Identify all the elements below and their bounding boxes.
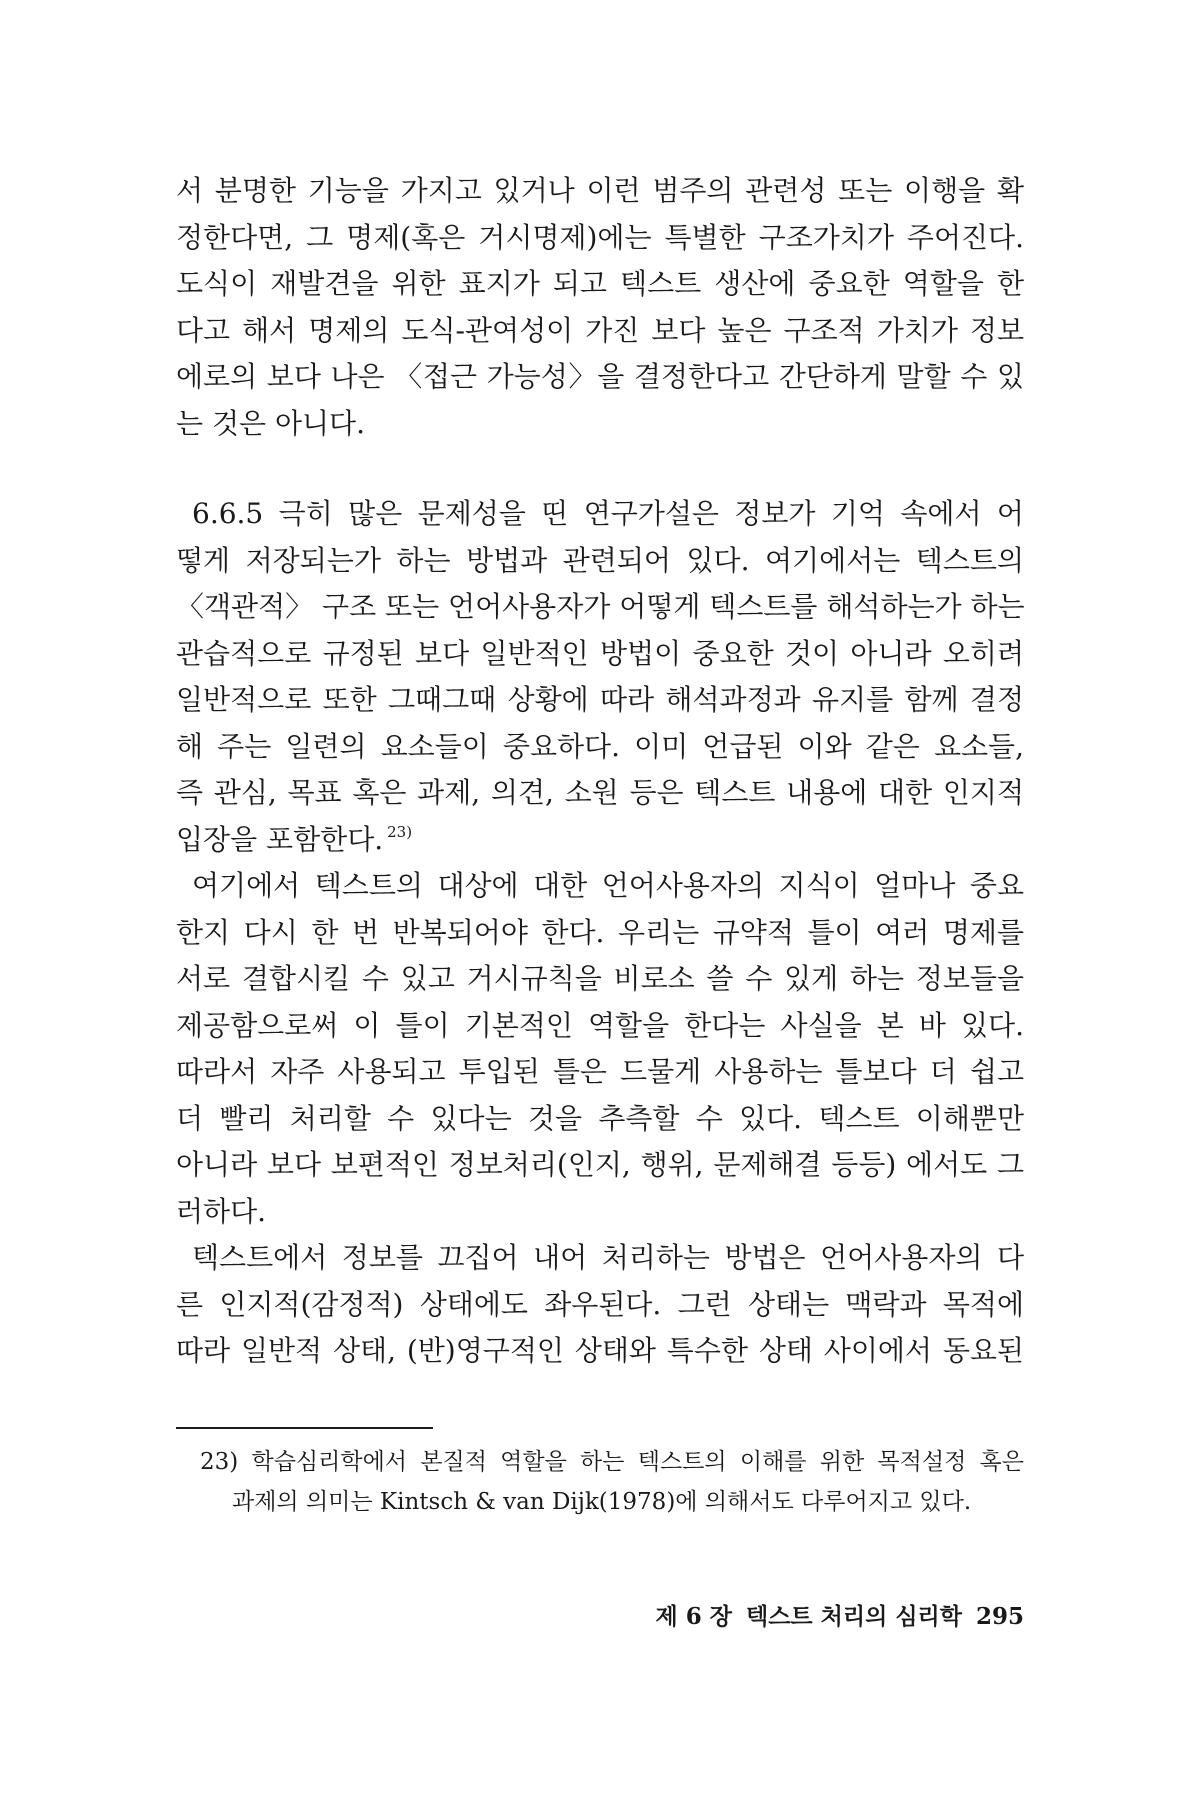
footnote-line: 과제의 의미는 Kintsch & van Dijk(1978)에 의해서도 다루어지고 있다.	[232, 1489, 972, 1515]
text-line: 른 인지적(감정적) 상태에도 좌우된다. 그런 상태는 맥락과 목적에	[176, 1287, 1024, 1321]
paragraph-3	[176, 863, 1024, 1235]
text-line: 는 것은 아니다.	[176, 406, 365, 440]
text-line: 러하다.	[176, 1194, 267, 1228]
text-line: 여기에서 텍스트의 대상에 대한 언어사용자의 지식이 얼마나 중요	[192, 869, 1024, 902]
footnote-line: 23) 학습심리학에서 본질적 역할을 하는 텍스트의 이해를 위한 목적설정 혹은	[200, 1449, 1024, 1475]
page-number: 295	[975, 1603, 1024, 1630]
text-line: 아니라 보다 보편적인 정보처리(인지, 행위, 문제해결 등등) 에서도 그	[176, 1148, 1024, 1181]
text-line: 관습적으로 규정된 보다 일반적인 방법이 중요한 것이 아니라 오히려	[176, 636, 1024, 670]
text-line: 따라 일반적 상태, (반)영구적인 상태와 특수한 상태 사이에서 동요된	[176, 1334, 1024, 1367]
text-line: 다고 해서 명제의 도식-관여성이 가진 보다 높은 구조적 가치가 정보	[176, 313, 1024, 347]
chapter-title: 텍스트 처리의 심리학	[746, 1603, 962, 1630]
text-line: 에로의 보다 나은 〈접근 가능성〉을 결정한다고 간단하게 말할 수 있	[176, 360, 1024, 393]
footnote-divider	[176, 1427, 433, 1429]
paragraph-2	[176, 491, 1024, 863]
text-line: 제공함으로써 이 틀이 기본적인 역할을 한다는 사실을 본 바 있다.	[176, 1008, 1024, 1042]
text-line: 정한다면, 그 명제(혹은 거시명제)에는 특별한 구조가치가 주어진다.	[176, 220, 1024, 254]
text-line: 도식이 재발견을 위한 표지가 되고 텍스트 생산에 중요한 역할을 한	[176, 267, 1024, 300]
footnote-reference[interactable]: 23)	[387, 822, 413, 841]
page-body	[176, 168, 1024, 1375]
text-line: 떻게 저장되는가 하는 방법과 관련되어 있다. 여기에서는 텍스트의	[176, 543, 1024, 577]
paragraph-1	[176, 168, 1024, 447]
text-line-content: 입장을 포함한다.	[176, 822, 384, 856]
text-line: 즉 관심, 목표 혹은 과제, 의견, 소원 등은 텍스트 내용에 대한 인지적	[176, 776, 1024, 809]
text-line: 텍스트에서 정보를 끄집어 내어 처리하는 방법은 언어사용자의 다	[192, 1241, 1024, 1274]
section-gap	[176, 447, 1024, 491]
footnotes	[176, 1442, 1024, 1522]
section-heading-line: 6.6.5 극히 많은 문제성을 띤 연구가설은 정보가 기억 속에서 어	[192, 497, 1024, 530]
chapter-label: 제 6 장	[655, 1603, 732, 1630]
paragraph-4	[176, 1235, 1024, 1375]
text-line: 한지 다시 한 번 반복되어야 한다. 우리는 규약적 틀이 여러 명제를	[176, 915, 1024, 949]
running-footer	[642, 1598, 1024, 1631]
text-line: 해 주는 일련의 요소들이 중요하다. 이미 언급된 이와 같은 요소들,	[176, 729, 1024, 763]
text-line: 더 빨리 처리할 수 있다는 것을 추측할 수 있다. 텍스트 이해뿐만	[176, 1101, 1024, 1135]
text-line: 〈객관적〉 구조 또는 언어사용자가 어떻게 텍스트를 해석하는가 하는	[176, 590, 1025, 623]
text-line-with-footnote	[176, 817, 1024, 864]
text-line: 서로 결합시킬 수 있고 거시규칙을 비로소 쓸 수 있게 하는 정보들을	[176, 962, 1024, 995]
text-line: 서 분명한 기능을 가지고 있거나 이런 범주의 관련성 또는 이행을 확	[176, 174, 1024, 207]
text-line: 일반적으로 또한 그때그때 상황에 따라 해석과정과 유지를 함께 결정	[176, 683, 1024, 716]
text-line: 따라서 자주 사용되고 투입된 틀은 드물게 사용하는 틀보다 더 쉽고	[176, 1055, 1024, 1088]
